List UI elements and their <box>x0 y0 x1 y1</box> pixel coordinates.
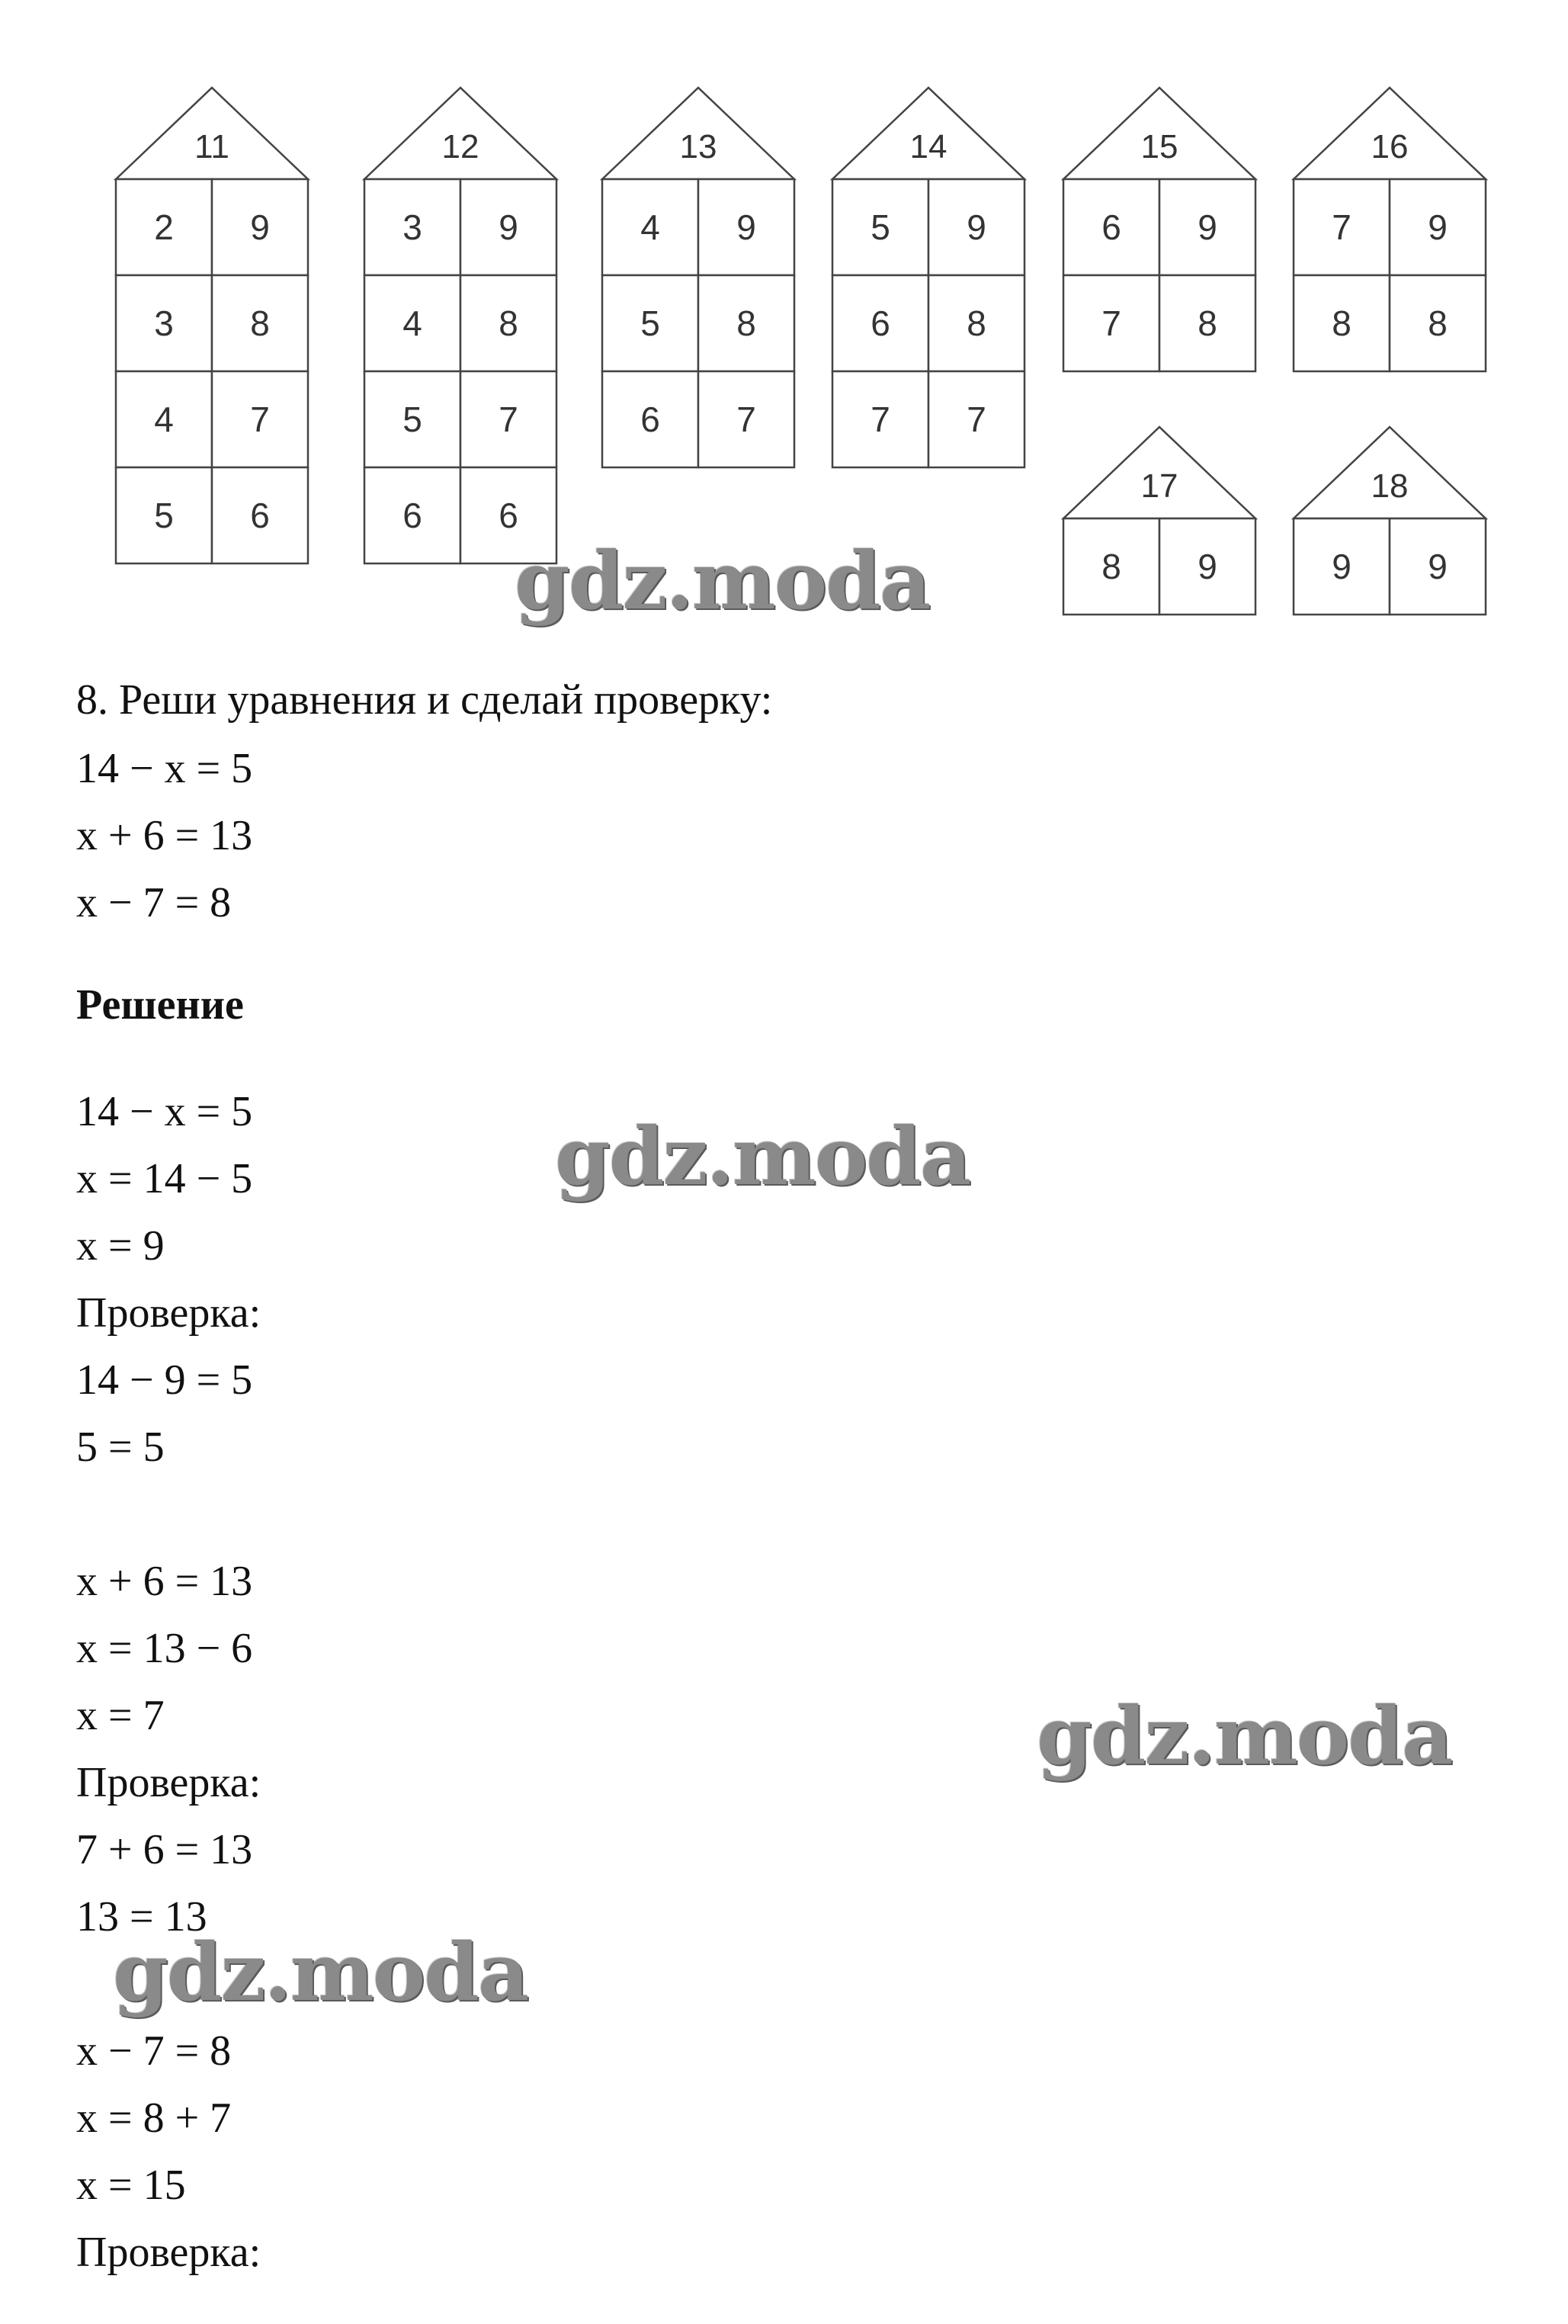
house-cell-number: 9 <box>736 207 756 247</box>
house-cell-number: 8 <box>1101 547 1121 586</box>
house-cell-number: 3 <box>154 303 174 343</box>
house-cell-number: 4 <box>154 400 174 439</box>
house-cell-number: 4 <box>402 303 422 343</box>
number-house <box>832 88 1024 467</box>
house-cell-number: 4 <box>640 207 660 247</box>
house-cell-number: 5 <box>640 303 660 343</box>
house-cell-number: 9 <box>250 207 270 247</box>
house-cell-number: 6 <box>402 496 422 535</box>
house-cell-number: 3 <box>402 207 422 247</box>
house-cell-number: 7 <box>871 400 890 439</box>
house-roof-number: 11 <box>194 128 229 165</box>
solution-3-line-3: x = 15 <box>76 2162 186 2209</box>
house-cell-number: 6 <box>640 400 660 439</box>
house-cell-number: 9 <box>1428 207 1448 247</box>
number-house <box>364 88 556 563</box>
number-house <box>1294 88 1486 371</box>
house-roof-number: 13 <box>679 128 717 165</box>
number-house <box>1063 427 1255 615</box>
solution-1-line-6: 5 = 5 <box>76 1424 165 1471</box>
solution-3-line-2: x = 8 + 7 <box>76 2094 232 2142</box>
task-equation-3: x − 7 = 8 <box>76 879 232 926</box>
house-cell-number: 7 <box>1332 207 1352 247</box>
solution-2-line-2: x = 13 − 6 <box>76 1625 253 1672</box>
solution-2-line-5: 7 + 6 = 13 <box>76 1826 253 1873</box>
house-roof-number: 15 <box>1140 128 1178 165</box>
house-roof-number: 16 <box>1371 128 1409 165</box>
house-roof-number: 18 <box>1371 467 1409 505</box>
house-cell-number: 5 <box>871 207 890 247</box>
solution-2-line-6: 13 = 13 <box>76 1893 207 1940</box>
house-cell-number: 6 <box>499 496 518 535</box>
solution-1-line-2: x = 14 − 5 <box>76 1155 253 1202</box>
house-cell-number: 6 <box>250 496 270 535</box>
solution-1-line-3: x = 9 <box>76 1222 165 1270</box>
number-house <box>1063 88 1255 371</box>
house-cell-number: 5 <box>402 400 422 439</box>
house-roof-number: 12 <box>441 128 479 165</box>
house-cell-number: 8 <box>250 303 270 343</box>
house-cell-number: 7 <box>1101 303 1121 343</box>
house-cell-number: 2 <box>154 207 174 247</box>
number-house <box>602 88 794 467</box>
house-cell-number: 9 <box>967 207 986 247</box>
house-cell-number: 8 <box>967 303 986 343</box>
solution-3-check-label: Проверка: <box>76 2229 261 2276</box>
watermark: gdz.moda <box>1037 1689 1452 1783</box>
house-cell-number: 9 <box>1198 547 1217 586</box>
solution-1-check-label: Проверка: <box>76 1289 261 1337</box>
solution-2-line-3: x = 7 <box>76 1692 165 1739</box>
house-cell-number: 8 <box>1198 303 1217 343</box>
solution-2-check-label: Проверка: <box>76 1759 261 1806</box>
house-cell-number: 7 <box>967 400 986 439</box>
house-cell-number: 9 <box>1428 547 1448 586</box>
house-cell-number: 7 <box>250 400 270 439</box>
house-cell-number: 8 <box>499 303 518 343</box>
solution-2-line-1: x + 6 = 13 <box>76 1558 253 1605</box>
house-roof-number: 14 <box>909 128 948 165</box>
watermark: gdz.moda <box>113 1925 528 2019</box>
solution-heading: Решение <box>76 981 244 1029</box>
house-roof-number: 17 <box>1140 467 1178 505</box>
solution-1-line-1: 14 − x = 5 <box>76 1088 253 1135</box>
house-cell-number: 9 <box>1198 207 1217 247</box>
house-cell-number: 8 <box>1428 303 1448 343</box>
task-equation-2: x + 6 = 13 <box>76 812 253 859</box>
watermark: gdz.moda <box>555 1109 970 1203</box>
solution-3-line-1: x − 7 = 8 <box>76 2027 232 2075</box>
house-cell-number: 6 <box>1101 207 1121 247</box>
number-house <box>116 88 308 563</box>
house-cell-number: 7 <box>499 400 518 439</box>
house-cell-number: 9 <box>1332 547 1352 586</box>
house-cell-number: 9 <box>499 207 518 247</box>
solution-1-line-5: 14 − 9 = 5 <box>76 1356 253 1404</box>
house-cell-number: 8 <box>1332 303 1352 343</box>
house-cell-number: 8 <box>736 303 756 343</box>
number-house <box>1294 427 1486 615</box>
task-title: 8. Реши уравнения и сделай проверку: <box>76 676 773 724</box>
house-cell-number: 5 <box>154 496 174 535</box>
task-equation-1: 14 − x = 5 <box>76 745 253 792</box>
house-cell-number: 6 <box>871 303 890 343</box>
watermark: gdz.moda <box>515 534 930 628</box>
house-cell-number: 7 <box>736 400 756 439</box>
